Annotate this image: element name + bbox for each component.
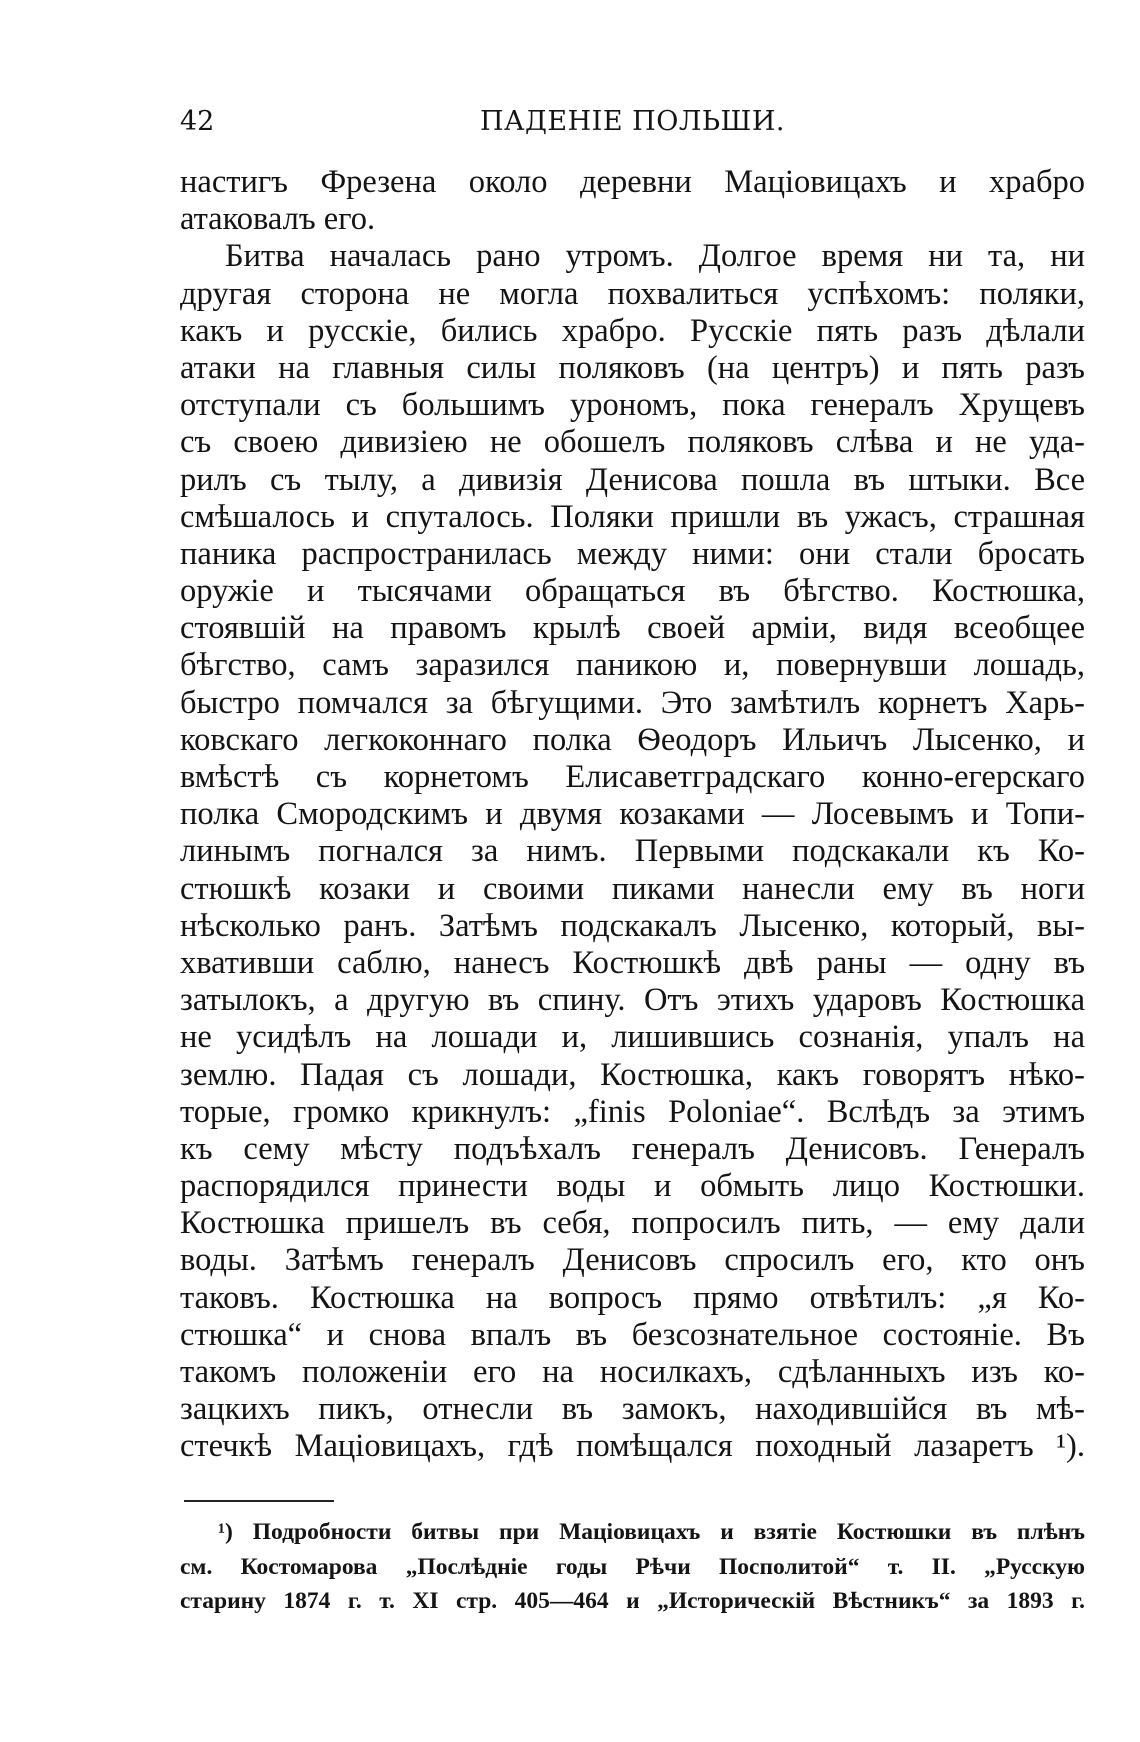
footnote-line: см. Костомарова „Послѣдніе годы Рѣчи Посполитой“ т. II. „Русскую — [180, 1553, 1085, 1580]
text-line: такомъ положеніи его на носилкахъ, сдѣланныхъ изъ ко- — [180, 1354, 1085, 1390]
text-line: зацкихъ пикъ, отнесли въ замокъ, находившійся въ мѣ- — [180, 1391, 1085, 1428]
text-line: вмѣстѣ съ корнетомъ Елисаветградскаго конно-егерскаго — [180, 759, 1085, 795]
text-line: рилъ съ тылу, а дивизія Денисова пошла въ штыки. Все — [180, 461, 1085, 498]
text-line: быстро помчался за бѣгущими. Это замѣтилъ корнетъ Харь- — [180, 684, 1085, 721]
text-line: полка Смородскимъ и двумя козаками — Лосевымъ и Топи- — [180, 796, 1085, 833]
text-line: атаковалъ его. — [180, 201, 376, 238]
text-line: смѣшалось и спуталось. Поляки пришли въ ужасъ, страшная — [180, 498, 1085, 535]
text-line: бѣгство, самъ заразился паникою и, повернувши лошадь, — [180, 647, 1085, 684]
text-line: съ своею дивизіею не обошелъ поляковъ слѣва и не уда- — [180, 424, 1085, 461]
footnote-line: ¹) Подробности битвы при Маціовицахъ и взятіе Костюшки въ плѣнъ — [218, 1519, 1085, 1545]
text-line: хвативши саблю, нанесъ Костюшкѣ двѣ раны — одну въ — [180, 944, 1085, 981]
text-line: затылокъ, а другую въ спину. Отъ этихъ ударовъ Костюшка — [180, 982, 1085, 1019]
text-line: стечкѣ Маціовицахъ, гдѣ помѣщался походный лазаретъ ¹). — [180, 1428, 1085, 1465]
text-line: торые, громко крикнулъ: „finis Poloniae“. Вслѣдъ за этимъ — [180, 1093, 1085, 1130]
text-line: оружіе и тысячами обращаться въ бѣгство. Костюшка, — [180, 573, 1085, 610]
text-line: ковскаго легкоконнаго полка Ѳеодоръ Ильичъ Лысенко, и — [180, 721, 1085, 758]
text-line: распорядился принести воды и обмыть лицо Костюшки. — [180, 1168, 1085, 1205]
text-line: другая сторона не могла похвалиться успѣхомъ: поляки, — [180, 275, 1085, 312]
footnote-line: старину 1874 г. т. XI стр. 405—464 и „Историческій Вѣстникъ“ за 1893 г. — [180, 1588, 1085, 1614]
text-line: какъ и русскіе, бились храбро. Русскіе пять разъ дѣлали — [180, 312, 1085, 349]
text-line: стоявшій на правомъ крылѣ своей арміи, видя всеобщее — [180, 610, 1085, 647]
text-line: Битва началась рано утромъ. Долгое время ни та, ни — [225, 238, 1085, 275]
footnote-divider — [184, 1500, 334, 1502]
text-line: не усидѣлъ на лошади и, лишившись сознанія, упалъ на — [180, 1019, 1085, 1056]
page-number: 42 — [180, 106, 215, 137]
text-line: воды. Затѣмъ генералъ Денисовъ спросилъ его, кто онъ — [180, 1242, 1085, 1279]
footnote — [180, 1515, 1085, 1619]
text-line: къ сему мѣсту подъѣхалъ генералъ Денисовъ. Генералъ — [180, 1130, 1085, 1167]
running-title: ПАДЕНІЕ ПОЛЬШИ. — [479, 106, 785, 137]
text-line: нѣсколько ранъ. Затѣмъ подскакалъ Лысенко, который, вы- — [180, 907, 1085, 944]
page-header — [180, 102, 1085, 142]
text-line: таковъ. Костюшка на вопросъ прямо отвѣтилъ: „я Ко- — [180, 1279, 1085, 1316]
main-text — [180, 164, 1085, 1466]
text-line: землю. Падая съ лошади, Костюшка, какъ говорятъ нѣко- — [180, 1056, 1085, 1093]
text-line: Костюшка пришелъ въ себя, попросилъ пить, — ему дали — [180, 1205, 1085, 1242]
text-line: паника распространилась между ними: они стали бросать — [180, 535, 1085, 572]
text-line: стюшка“ и снова впалъ въ безсознательное состояніе. Въ — [180, 1316, 1085, 1353]
text-line: стюшкѣ козаки и своими пиками нанесли ему въ ноги — [180, 870, 1085, 907]
text-line: линымъ погнался за нимъ. Первыми подскакали къ Ко- — [180, 833, 1085, 870]
text-line: отступали съ большимъ урономъ, пока генералъ Хрущевъ — [180, 387, 1085, 424]
text-line: настигъ Фрезена около деревни Маціовицахъ и храбро — [180, 164, 1085, 200]
text-line: атаки на главныя силы поляковъ (на центръ) и пять разъ — [180, 349, 1085, 386]
